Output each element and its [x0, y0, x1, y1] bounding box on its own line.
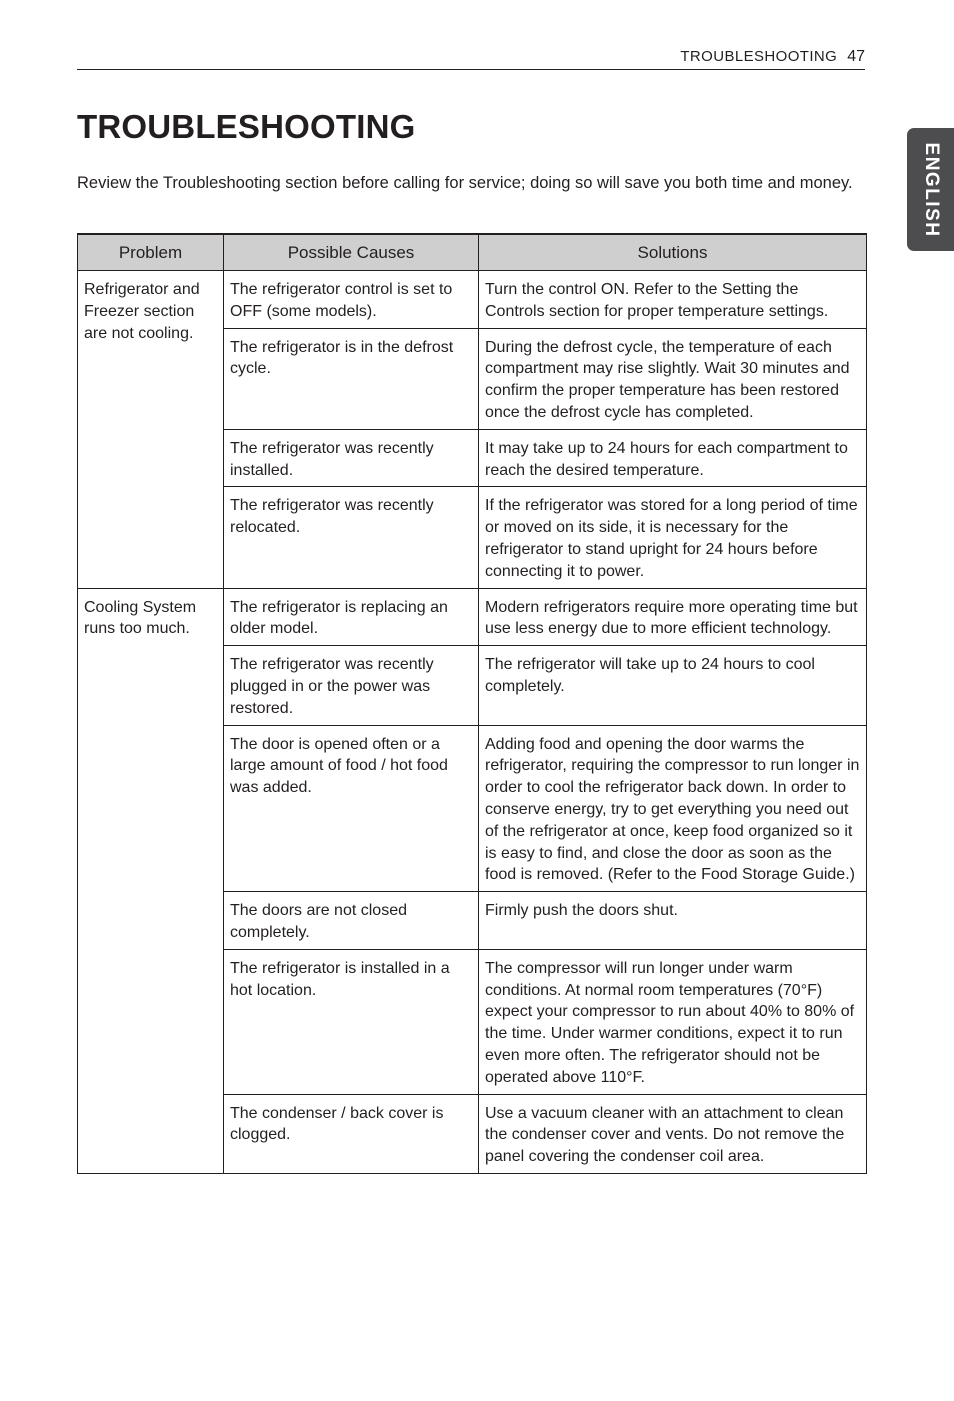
solution-cell: Modern refrigerators require more operating time but use less energy due to more efficient technology.: [479, 588, 867, 646]
solution-cell: Use a vacuum cleaner with an attachment to clean the condenser cover and vents. Do not remove the panel covering the condenser coil area.: [479, 1094, 867, 1173]
cause-cell: The refrigerator was recently installed.: [224, 429, 479, 487]
solution-cell: The refrigerator will take up to 24 hours to cool completely.: [479, 646, 867, 725]
cause-cell: The refrigerator is in the defrost cycle.: [224, 328, 479, 429]
cause-cell: The refrigerator is replacing an older model.: [224, 588, 479, 646]
cause-cell: The condenser / back cover is clogged.: [224, 1094, 479, 1173]
solution-cell: During the defrost cycle, the temperature of each compartment may rise slightly. Wait 30 minutes and confirm the proper temperature has been restored once the defrost cycle has completed.: [479, 328, 867, 429]
cause-cell: The refrigerator was recently plugged in or the power was restored.: [224, 646, 479, 725]
header-problem: Problem: [78, 234, 224, 271]
solution-cell: The compressor will run longer under warm conditions. At normal room temperatures (70°F) expect your compressor to run about 40% to 80% of the time. Under warmer conditions, expect it to run even more often. The refrigerator should not be operated above 110°F.: [479, 949, 867, 1094]
running-header: [77, 48, 865, 70]
cause-cell: The doors are not closed completely.: [224, 892, 479, 950]
solution-cell: Firmly push the doors shut.: [479, 892, 867, 950]
solution-cell: Adding food and opening the door warms the refrigerator, requiring the compressor to run longer in order to cool the refrigerator back down. In order to conserve energy, try to get everything you need out of the refrigerator at once, keep food organized so it is easy to find, and close the door as soon as the food is removed. (Refer to the Food Storage Guide.): [479, 725, 867, 892]
problem-cell: Refrigerator and Freezer section are not cooling.: [78, 271, 224, 589]
cause-cell: The refrigerator is installed in a hot location.: [224, 949, 479, 1094]
troubleshooting-table: [77, 233, 867, 1174]
cause-cell: The refrigerator control is set to OFF (some models).: [224, 271, 479, 329]
solution-cell: It may take up to 24 hours for each compartment to reach the desired temperature.: [479, 429, 867, 487]
page-number: 47: [847, 48, 865, 65]
language-tab-label: ENGLISH: [920, 142, 942, 237]
solution-cell: If the refrigerator was stored for a long period of time or moved on its side, it is necessary for the refrigerator to stand upright for 24 hours before connecting it to power.: [479, 487, 867, 588]
table-header-row: [78, 234, 867, 271]
intro-paragraph: Review the Troubleshooting section before calling for service; doing so will save you both time and money.: [77, 174, 853, 192]
solution-cell: Turn the control ON. Refer to the Setting the Controls section for proper temperature settings.: [479, 271, 867, 329]
header-possible-causes: Possible Causes: [224, 234, 479, 271]
cause-cell: The door is opened often or a large amount of food / hot food was added.: [224, 725, 479, 892]
cause-cell: The refrigerator was recently relocated.: [224, 487, 479, 588]
page-title: TROUBLESHOOTING: [77, 108, 416, 145]
language-tab: [907, 128, 954, 251]
running-header-section: TROUBLESHOOTING: [680, 48, 838, 65]
problem-cell: Cooling System runs too much.: [78, 588, 224, 1173]
table-row: [78, 271, 867, 329]
table-row: [78, 588, 867, 646]
header-solutions: Solutions: [479, 234, 867, 271]
